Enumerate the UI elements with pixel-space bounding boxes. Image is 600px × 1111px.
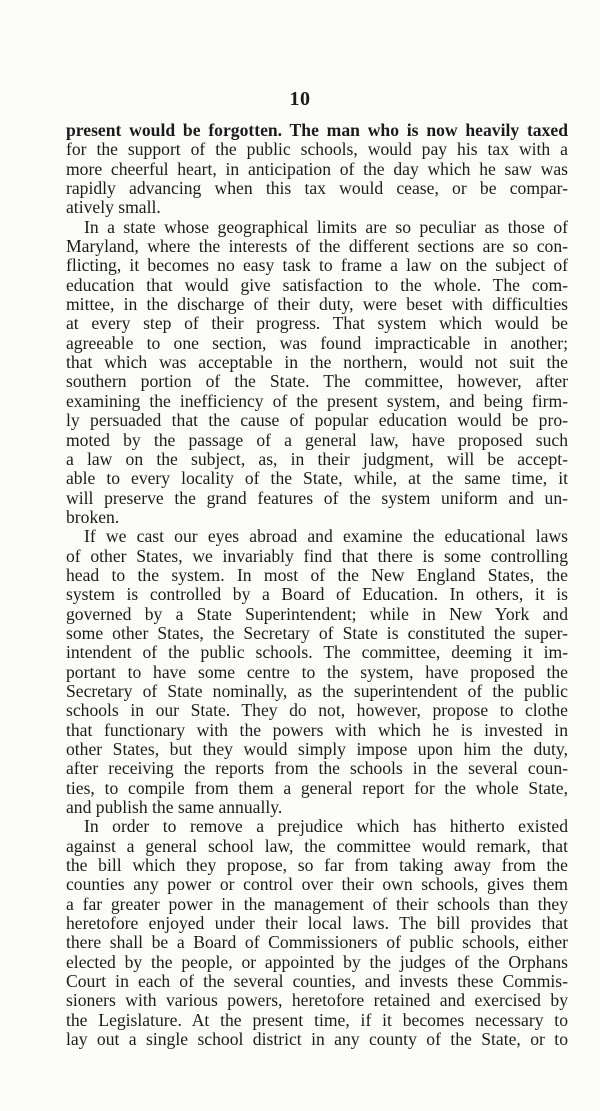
text-line: flicting, it becomes no easy task to frame a law on the subject of bbox=[66, 255, 568, 276]
text-line: against a general school law, the committee would remark, that bbox=[66, 835, 568, 856]
text-line: Court in each of the several counties, and invests these Commis- bbox=[66, 971, 568, 992]
paragraph-first-line: If we cast our eyes abroad and examine the educational laws bbox=[84, 526, 568, 547]
paragraph-first-line: In a state whose geographical limits are so peculiar as those of bbox=[84, 216, 568, 237]
text-line: heretofore enjoyed under their local laws. The bill provides that bbox=[66, 913, 568, 934]
text-line: a far greater power in the management of their schools than they bbox=[66, 893, 568, 914]
paragraph-first-line: In order to remove a prejudice which has hitherto existed bbox=[84, 816, 568, 837]
text-line: there shall be a Board of Commissioners of public schools, either bbox=[66, 932, 568, 953]
text-line: governed by a State Superintendent; while in New York and bbox=[66, 603, 568, 624]
text-line: mittee, in the discharge of their duty, were beset with difficulties bbox=[66, 294, 568, 315]
text-line: examining the inefficiency of the present system, and being firm- bbox=[66, 390, 568, 411]
text-line: Secretary of State nominally, as the superintendent of the public bbox=[66, 680, 568, 701]
text-line: other States, but they would simply impose upon him the duty, bbox=[66, 739, 568, 759]
text-line: sioners with various powers, heretofore retained and exercised by bbox=[66, 990, 568, 1011]
text-line: the Legislature. At the present time, if it becomes necessary to bbox=[66, 1009, 568, 1030]
text-line: system is controlled by a Board of Education. In others, it is bbox=[66, 584, 568, 605]
text-line: at every step of their progress. That system which would be bbox=[66, 313, 568, 334]
text-line: present would be forgotten. The man who is now heavily taxed bbox=[66, 120, 568, 140]
text-line: for the support of the public schools, would pay his tax with a bbox=[66, 139, 568, 160]
text-line: portant to have some centre to the system, have proposed the bbox=[66, 661, 568, 682]
text-line: head to the system. In most of the New England States, the bbox=[66, 564, 568, 585]
text-line: atively small. bbox=[66, 197, 161, 218]
text-line: the bill which they propose, so far from taking away from the bbox=[66, 855, 568, 876]
text-line: moted by the passage of a general law, have proposed such bbox=[66, 429, 568, 450]
text-line: after receiving the reports from the schools in the several coun- bbox=[66, 758, 568, 779]
text-line: that which was acceptable in the northern, would not suit the bbox=[66, 352, 568, 373]
page-number: 10 bbox=[289, 88, 311, 110]
text-line: elected by the people, or appointed by the judges of the Orphans bbox=[66, 951, 568, 972]
body-text bbox=[66, 121, 568, 1050]
text-line: ties, to compile from them a general report for the whole State, bbox=[66, 777, 568, 798]
text-line: schools in our State. They do not, however, propose to clothe bbox=[66, 700, 568, 721]
text-line: able to every locality of the State, while, at the same time, it bbox=[66, 468, 568, 489]
text-line: that functionary with the powers with which he is invested in bbox=[66, 719, 568, 740]
text-line: broken. bbox=[66, 506, 120, 527]
text-line: some other States, the Secretary of State is constituted the super- bbox=[66, 622, 568, 643]
text-line: counties any power or control over their own schools, gives them bbox=[66, 874, 568, 895]
text-line: more cheerful heart, in anticipation of the day which he saw was bbox=[66, 158, 568, 179]
text-line: and publish the same annually. bbox=[66, 797, 283, 818]
text-line: will preserve the grand features of the system uniform and un- bbox=[66, 487, 568, 508]
text-line: of other States, we invariably find that there is some controlling bbox=[66, 545, 568, 566]
text-line: agreeable to one section, was found impracticable in another; bbox=[66, 332, 568, 353]
text-line: intendent of the public schools. The committee, deeming it im- bbox=[66, 642, 568, 663]
text-line: ly persuaded that the cause of popular education would be pro- bbox=[66, 410, 568, 431]
text-line: rapidly advancing when this tax would cease, or be compar- bbox=[66, 178, 568, 199]
text-line: Maryland, where the interests of the different sections are so con- bbox=[66, 236, 568, 257]
text-line: southern portion of the State. The committee, however, after bbox=[66, 371, 568, 392]
text-line: lay out a single school district in any county of the State, or to bbox=[66, 1029, 568, 1050]
text-line: education that would give satisfaction to the whole. The com- bbox=[66, 274, 568, 295]
text-line: a law on the subject, as, in their judgment, will be accept- bbox=[66, 448, 568, 469]
